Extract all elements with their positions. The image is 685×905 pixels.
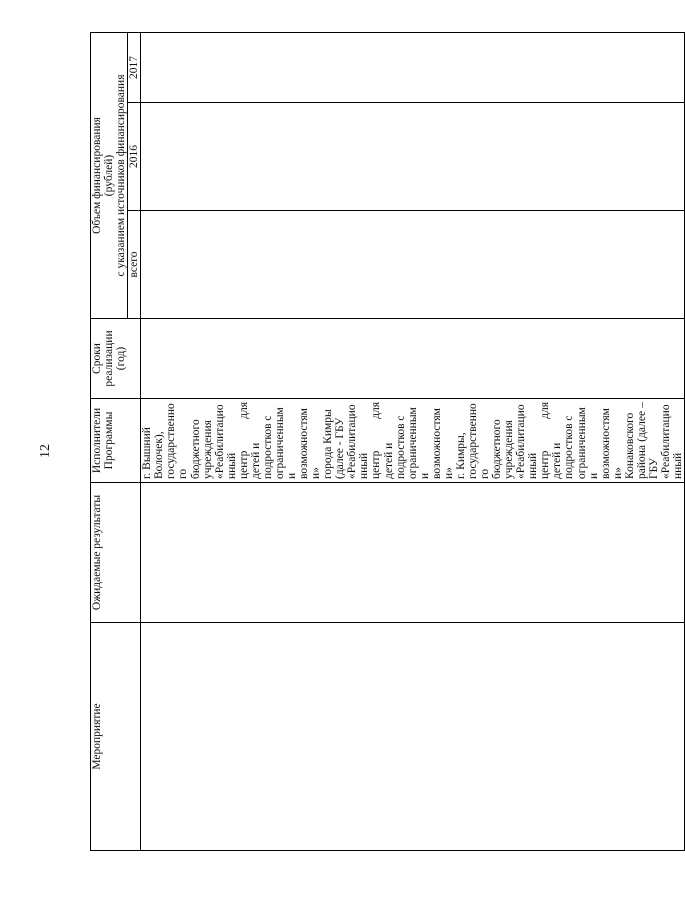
executor-line: района (далее – ГБУ (635, 402, 660, 479)
executor-line: «Реабилитационный (213, 404, 238, 479)
executor-line: ограниченными (406, 407, 431, 479)
header-term: Сроки реализации (год) (91, 319, 141, 399)
executor-line: (далее - ГБУ (334, 417, 347, 479)
executor-line: «Реабилитационный (659, 404, 684, 479)
header-year-2016: 2016 (128, 103, 141, 211)
executor-line: центр для детей и (370, 402, 395, 479)
header-year-2017: 2017 (128, 32, 141, 102)
executor-line: г. Кимры, (454, 432, 467, 479)
executor-line: возможностями» (430, 408, 455, 479)
executor-line: государственного (466, 403, 491, 479)
executor-line: государственного (165, 403, 190, 479)
page-number: 12 (38, 444, 53, 458)
cell-total (141, 211, 685, 319)
cell-executors (141, 399, 685, 483)
executor-line: подростков с (261, 415, 274, 479)
cell-2016 (141, 103, 685, 211)
header-funding-line3: с указанием источников финансирования (115, 74, 128, 277)
table-frame (90, 33, 684, 851)
executor-line: подростков с (394, 415, 407, 479)
header-funding (91, 32, 128, 318)
executor-line: подростков с (563, 415, 576, 479)
executor-line: центр для детей и (539, 402, 564, 479)
executor-line: центр для детей и (237, 402, 262, 479)
header-funding-line2: (рублей) (103, 154, 116, 197)
executor-line: возможностями» (599, 408, 624, 479)
executor-line: Волочек), (153, 431, 166, 479)
header-row (91, 32, 128, 850)
header-expected-results: Ожидаемые результаты (91, 483, 141, 623)
executor-line: возможностями» (298, 408, 323, 479)
program-table (90, 32, 685, 851)
cell-expected-results (141, 483, 685, 623)
cell-activity (141, 623, 685, 851)
executor-line: «Реабилитационный (346, 404, 371, 479)
executor-line: учреждения (503, 420, 516, 479)
executor-line: «Реабилитационный (515, 404, 540, 479)
executor-line: бюджетного (491, 419, 504, 479)
executor-line: ограниченными (273, 407, 298, 479)
header-total: всего (128, 211, 141, 319)
header-executors: Исполнители Программы (91, 399, 141, 483)
executor-line: г. Вышний (141, 427, 154, 479)
header-funding-line1: Объем финансирования (91, 117, 103, 234)
rotated-table-container (90, 33, 684, 851)
cell-2017 (141, 32, 685, 102)
cell-term (141, 319, 685, 399)
executor-line: ограниченными (575, 407, 600, 479)
header-activity: Мероприятие (91, 623, 141, 851)
executors-text (141, 402, 684, 479)
executor-line: города Кимры (322, 409, 335, 479)
executor-line: учреждения (201, 420, 214, 479)
table-row (141, 32, 685, 850)
executor-line: Конаковского (623, 412, 636, 479)
executor-line: бюджетного (189, 419, 202, 479)
